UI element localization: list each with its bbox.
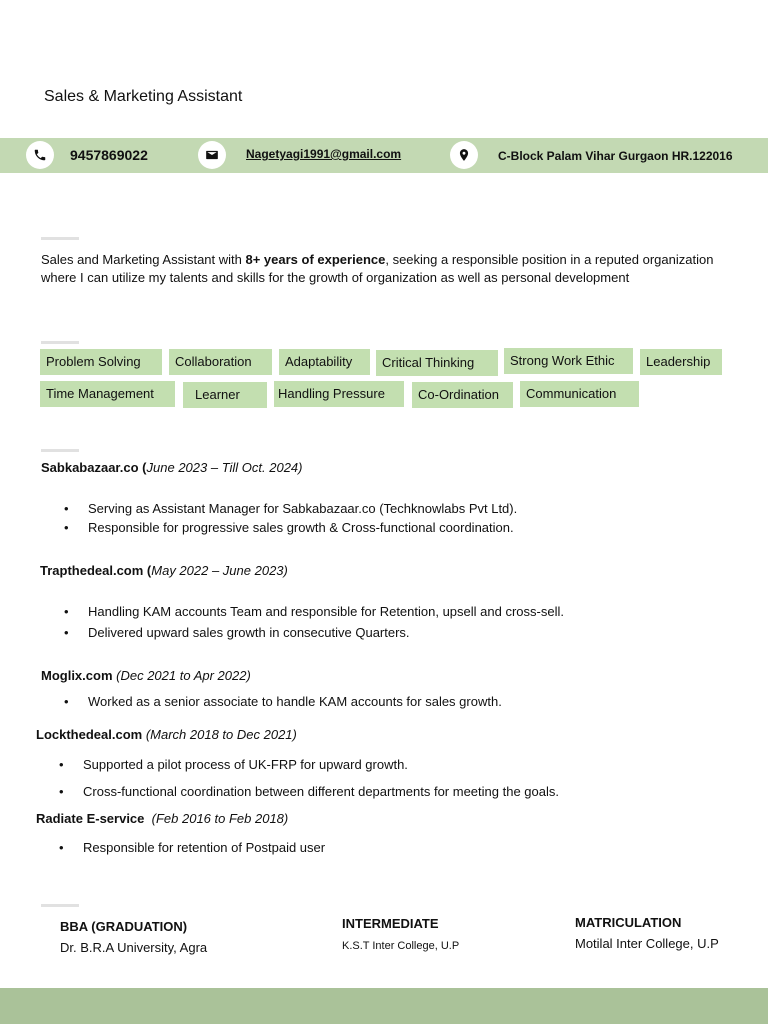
- list-item: • Handling KAM accounts Team and responsible for Retention, upsell and cross-sell.: [88, 601, 564, 622]
- phone-icon: [26, 141, 54, 169]
- summary: [41, 251, 721, 286]
- period: May 2022 – June 2023): [151, 563, 288, 578]
- phone-number: 9457869022: [70, 147, 148, 163]
- list-item: • Serving as Assistant Manager for Sabkabazaar.co (Techknowlabs Pvt Ltd).: [88, 499, 517, 518]
- skill-chip: Strong Work Ethic: [504, 348, 633, 374]
- mail-icon: [198, 141, 226, 169]
- experience-bullets: [83, 751, 559, 805]
- experience-heading: [41, 460, 303, 475]
- experience-bullets: [88, 692, 502, 711]
- education-heading: INTERMEDIATE: [342, 916, 439, 931]
- bracket: (: [138, 460, 147, 475]
- education-school: K.S.T Inter College, U.P: [342, 940, 460, 952]
- company-name: Radiate E-service: [36, 811, 145, 826]
- footer-bar: [0, 988, 768, 1024]
- list-item: • Cross-functional coordination between different departments for meeting the goals.: [83, 778, 559, 805]
- list-item: • Responsible for progressive sales growth & Cross-functional coordination.: [88, 518, 517, 537]
- skill-chip: Collaboration: [169, 349, 272, 375]
- address: C-Block Palam Vihar Gurgaon HR.122016: [498, 149, 733, 163]
- skill-chip: Learner: [183, 382, 267, 408]
- skill-chip: Adaptability: [279, 349, 370, 375]
- skill-chip: Communication: [520, 381, 639, 407]
- spacer: [144, 811, 151, 826]
- list-item: • Responsible for retention of Postpaid user: [83, 838, 325, 857]
- education-school: Motilal Inter College, U.P: [575, 936, 719, 951]
- job-title: Sales & Marketing Assistant: [44, 88, 243, 105]
- education-heading: BBA (GRADUATION): [60, 919, 188, 934]
- bracket: (: [143, 563, 152, 578]
- period: (Dec 2021 to Apr 2022): [116, 668, 251, 683]
- skill-chip: Critical Thinking: [376, 350, 498, 376]
- list-item: • Worked as a senior associate to handle KAM accounts for sales growth.: [88, 692, 502, 711]
- experience-heading: [40, 563, 288, 578]
- skill-chip: Co-Ordination: [412, 382, 513, 408]
- experience-heading: [41, 668, 251, 683]
- summary-suffix: , seeking a responsible position in a reputed organization where I can utilize my talents and skills for the growth of organization as well as personal development: [41, 252, 714, 285]
- experience-heading: [36, 811, 288, 826]
- company-name: Sabkabazaar.co: [41, 460, 139, 475]
- location-pin-icon: [450, 141, 478, 169]
- experience-heading: [36, 727, 297, 742]
- experience-bullets: [83, 838, 325, 857]
- experience-bullets: [88, 601, 564, 643]
- section-divider: [41, 904, 79, 907]
- skill-chip: Handling Pressure: [274, 381, 404, 407]
- list-item: • Supported a pilot process of UK-FRP for upward growth.: [83, 751, 559, 778]
- company-name: Moglix.com: [41, 668, 113, 683]
- section-divider: [41, 237, 79, 240]
- summary-prefix: Sales and Marketing Assistant with: [41, 252, 246, 267]
- company-name: Lockthedeal.com: [36, 727, 143, 742]
- skill-chip: Time Management: [40, 381, 175, 407]
- skill-chip: Leadership: [640, 349, 722, 375]
- experience-bullets: [88, 499, 517, 537]
- period: (March 2018 to Dec 2021): [145, 727, 297, 742]
- education-heading: MATRICULATION: [575, 915, 682, 930]
- summary-highlight: 8+ years of experience: [245, 252, 386, 267]
- company-name: Trapthedeal.com: [40, 563, 144, 578]
- contact-bar: [0, 138, 768, 173]
- list-item: • Delivered upward sales growth in consecutive Quarters.: [88, 622, 564, 643]
- email-link[interactable]: Nagetyagi1991@gmail.com: [246, 147, 402, 161]
- education-school: Dr. B.R.A University, Agra: [60, 940, 208, 955]
- period: June 2023 – Till Oct. 2024): [146, 460, 303, 475]
- section-divider: [41, 341, 79, 344]
- skill-chip: Problem Solving: [40, 349, 162, 375]
- period: (Feb 2016 to Feb 2018): [151, 811, 289, 826]
- section-divider: [41, 449, 79, 452]
